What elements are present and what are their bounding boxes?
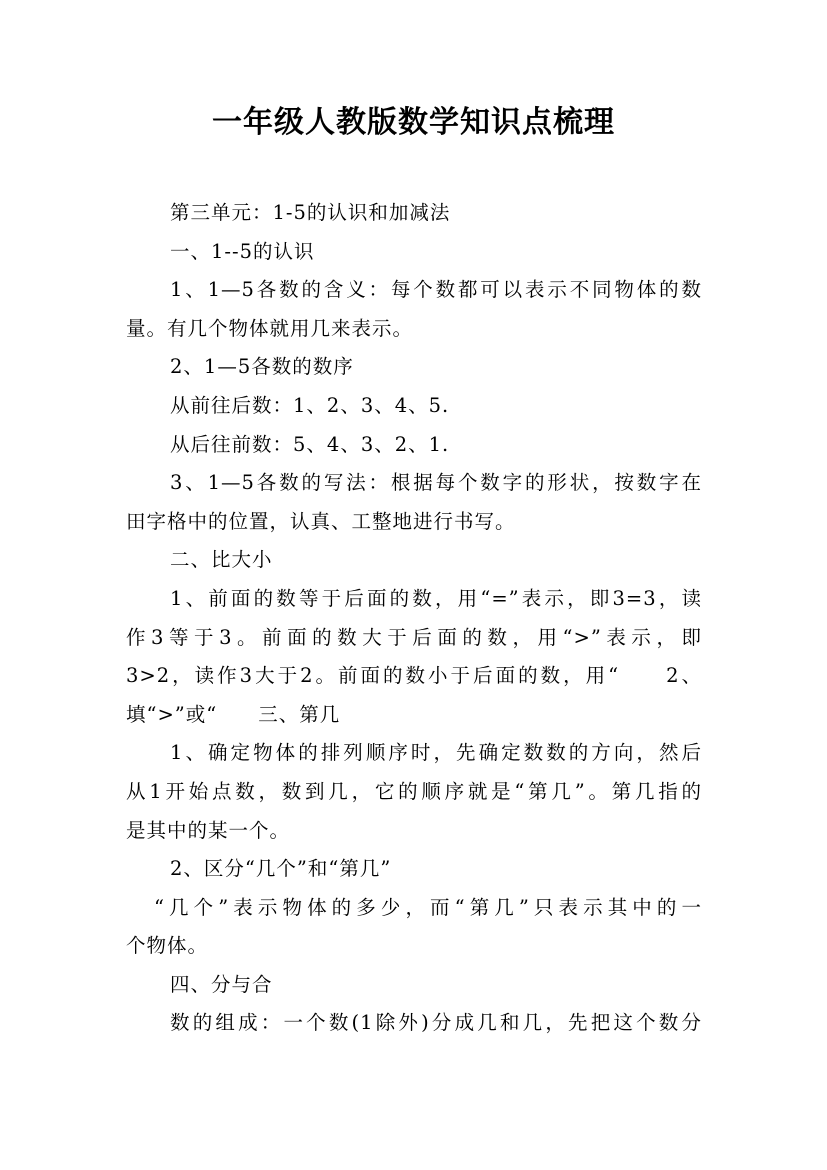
section-heading-4: 四、分与合	[170, 972, 273, 996]
document-body	[126, 194, 702, 1043]
paragraph-line: “几个”表示物体的多少，而“第几”只表示其中的一	[154, 895, 702, 919]
paragraph-line: 从前往后数：1、2、3、4、5.	[170, 393, 450, 417]
paragraph-line: 田字格中的位置，认真、工整地进行书写。	[126, 509, 516, 533]
page-title: 一年级人教版数学知识点梳理	[212, 105, 615, 140]
paragraph-line: 数的组成：一个数(1除外)分成几和几，先把这个数分	[170, 1011, 702, 1035]
paragraph-line: 个物体。	[126, 934, 209, 958]
paragraph-line: 从后往前数：5、4、3、2、1.	[170, 432, 450, 456]
unit-heading: 第三单元：1-5的认识和加减法	[170, 201, 451, 224]
paragraph-line: 是其中的某一个。	[126, 818, 291, 842]
section-heading-1: 一、1--5的认识	[170, 239, 315, 263]
paragraph-line: 1、确定物体的排列顺序时，先确定数数的方向，然后	[170, 741, 702, 765]
paragraph-line: 填“>”或“ 三、第几	[126, 702, 341, 726]
paragraph-line: 2、区分“几个”和“第几”	[170, 857, 392, 881]
paragraph-line: 作3等于3。前面的数大于后面的数，用“>”表示，即	[126, 625, 702, 649]
paragraph-line: 3>2，读作3大于2。前面的数小于后面的数，用“ 2、	[126, 664, 702, 688]
paragraph-line: 1、前面的数等于后面的数，用“=”表示，即3=3，读	[170, 586, 702, 610]
section-heading-2: 二、比大小	[170, 548, 273, 572]
paragraph-line: 2、1—5各数的数序	[170, 355, 354, 379]
paragraph-line: 3、1—5各数的写法：根据每个数字的形状，按数字在	[170, 471, 702, 495]
paragraph-line: 1、1—5各数的含义：每个数都可以表示不同物体的数	[170, 278, 702, 302]
paragraph-line: 从1开始点数，数到几，它的顺序就是“第几”。第几指的	[126, 779, 702, 803]
paragraph-line: 量。有几个物体就用几来表示。	[126, 316, 414, 340]
